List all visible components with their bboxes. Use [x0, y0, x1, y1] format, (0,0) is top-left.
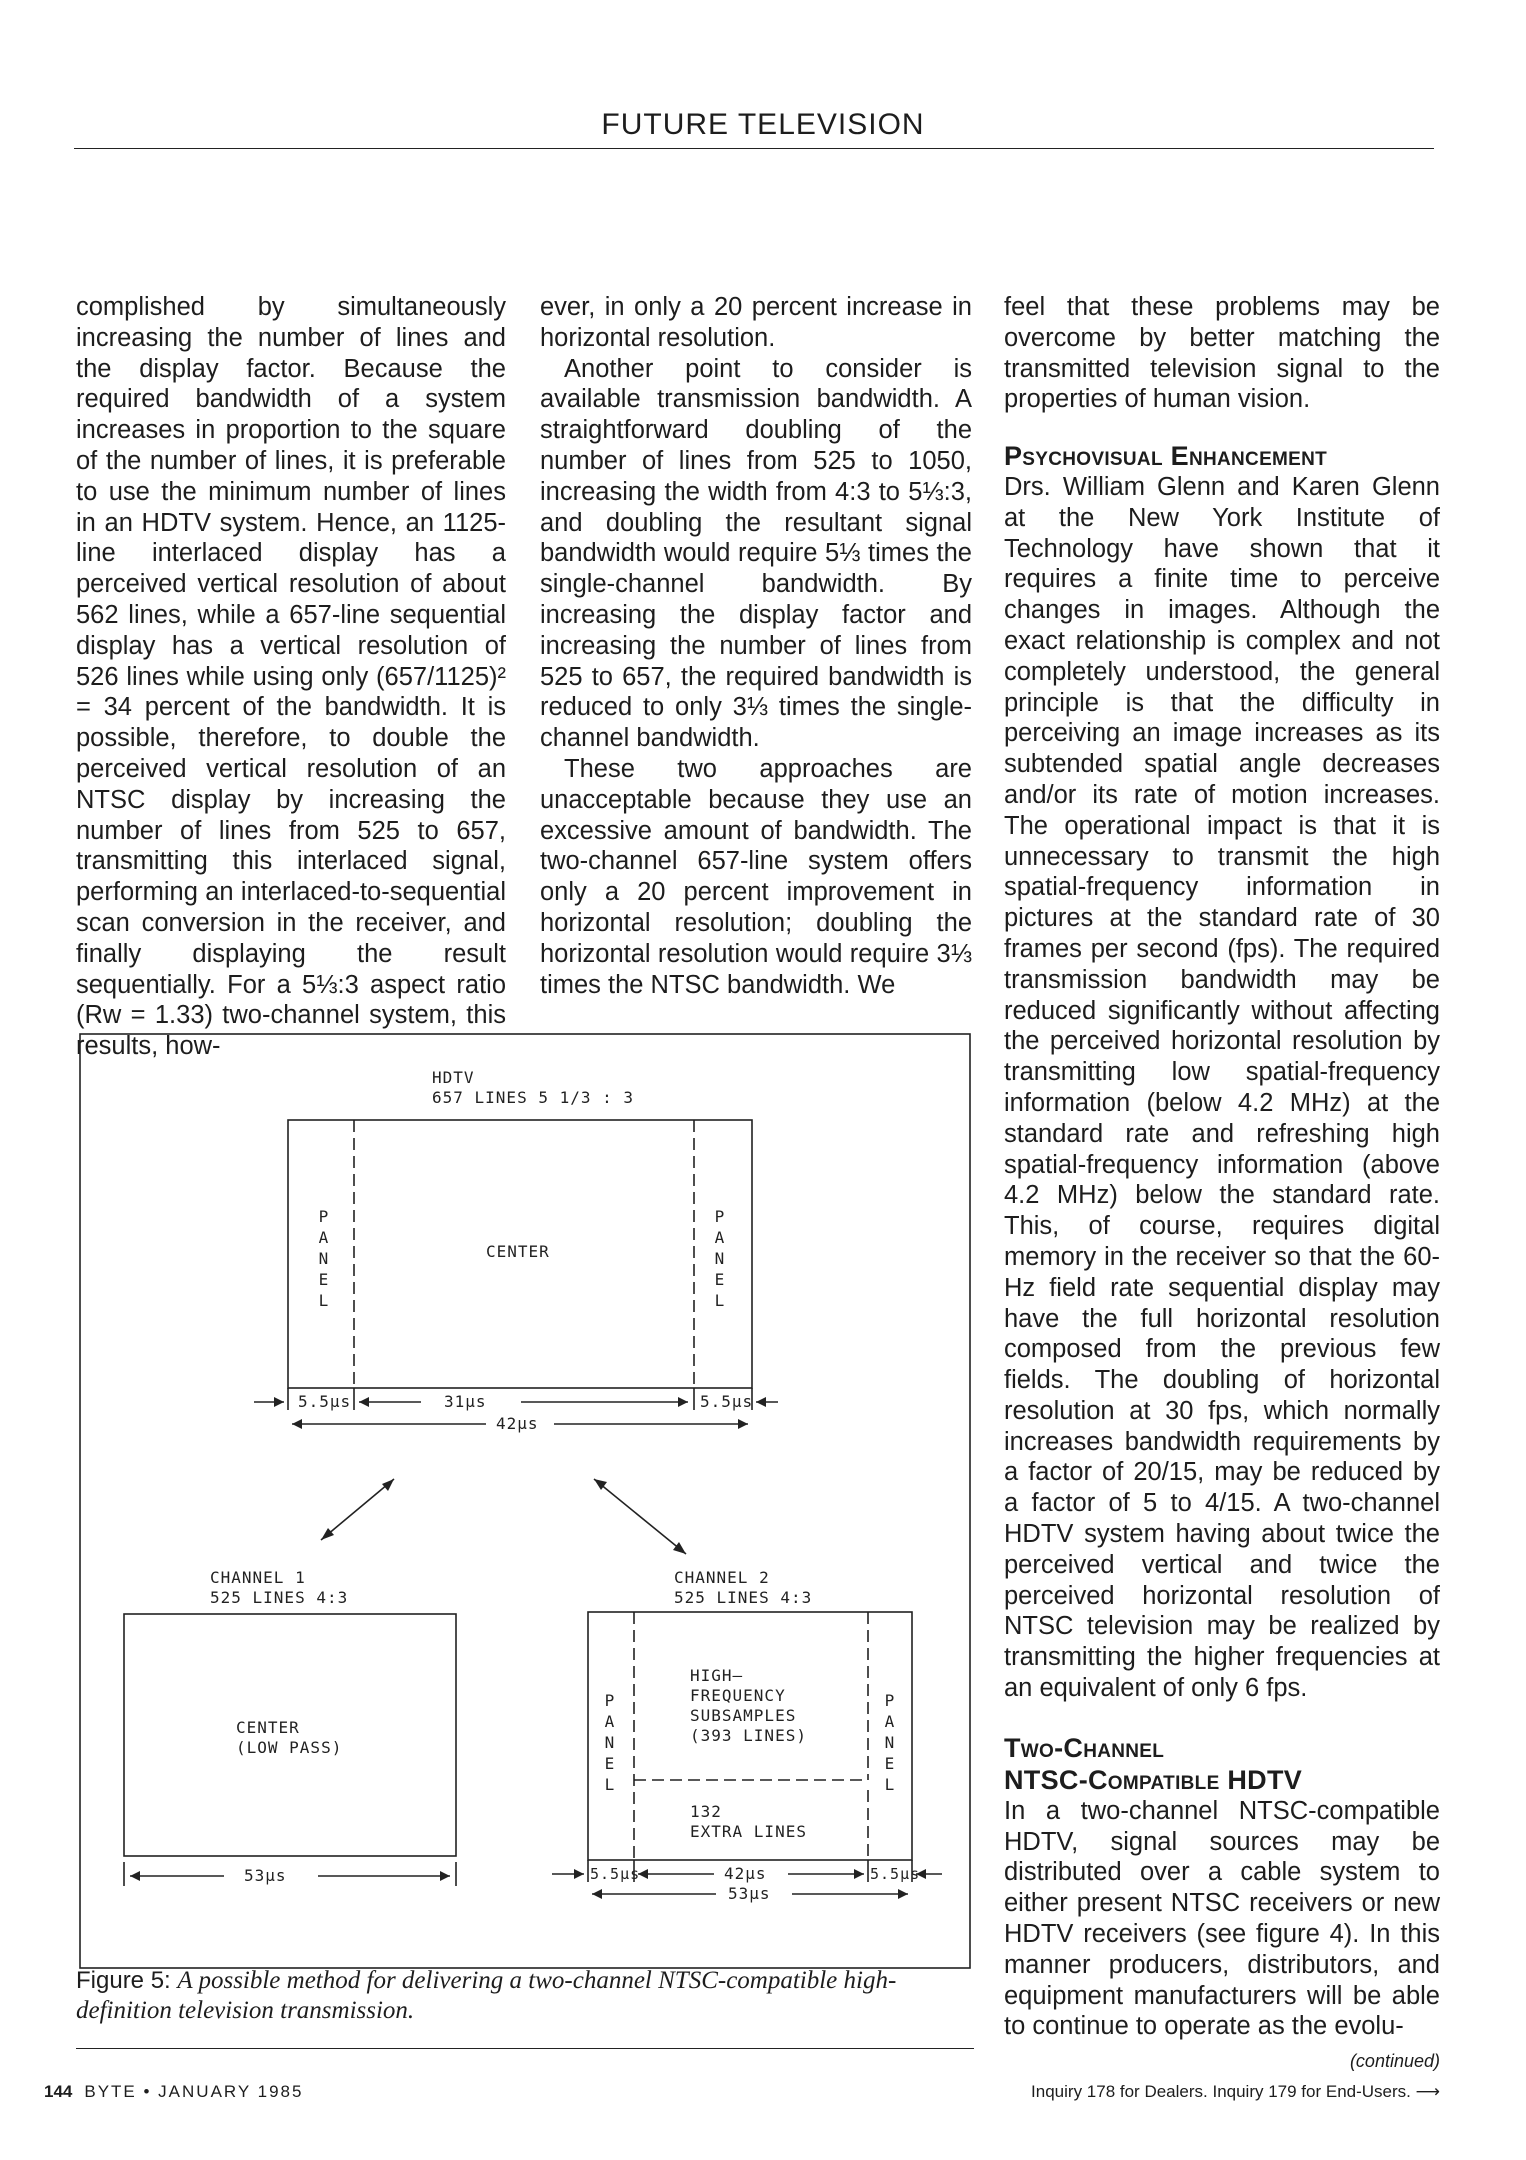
arrowhead	[574, 1869, 584, 1879]
arrowhead	[673, 1542, 686, 1554]
paragraph: These two approaches are unacceptable because they use an excessive amount of bandwidth. The two-channel 657-line system offers only a 20 percent improvement in horizontal resolution; doubling the horizontal resolution would require 3⅓ times the NTSC bandwidth. We	[540, 754, 972, 999]
section-heading	[1004, 1732, 1440, 1796]
channel-1-lines: 525 LINES 4:3	[210, 1588, 349, 1607]
arrow-to-channel-2	[594, 1479, 686, 1554]
figure-diagram	[76, 1030, 974, 1980]
section-heading-line: Two-Channel	[1004, 1732, 1165, 1763]
panel-label-right: PANEL	[714, 1207, 726, 1310]
caption-rule	[76, 2048, 974, 2049]
arrowhead	[359, 1397, 369, 1407]
section-heading-line: NTSC-Compatible HDTV	[1004, 1764, 1303, 1795]
channel-2-timing-42us: 42µs	[724, 1864, 767, 1883]
continued-note: (continued)	[1349, 2051, 1440, 2072]
arrowhead	[854, 1869, 864, 1879]
arrowhead	[440, 1871, 450, 1881]
figure-caption	[76, 1966, 976, 2026]
footer-left	[44, 2082, 303, 2102]
running-header: FUTURE TELEVISION	[601, 108, 925, 141]
channel-2-title: CHANNEL 2	[674, 1568, 770, 1587]
hdtv-center-label: CENTER	[486, 1242, 550, 1261]
figure-frame	[80, 1034, 970, 1968]
channel-1-center: CENTER	[236, 1718, 300, 1737]
timing-5-5us-right: 5.5µs	[700, 1392, 754, 1411]
hf-line-4: (393 LINES)	[690, 1726, 807, 1745]
column-2	[540, 292, 972, 1000]
timing-5-5us-left: 5.5µs	[298, 1392, 352, 1411]
figure-5	[76, 1030, 974, 1980]
timing-42us: 42µs	[496, 1414, 539, 1433]
paragraph: feel that these problems may be overcome by better matching the transmitted television signal to the properties of human vision.	[1004, 293, 1440, 414]
arrowhead	[898, 1889, 908, 1899]
channel-1-53us: 53µs	[244, 1866, 287, 1885]
column-3	[1004, 292, 1440, 2077]
extra-lines-label: EXTRA LINES	[690, 1822, 807, 1841]
paragraph: complished by simultaneously increasing the number of lines and the display factor. Because the required bandwidth of a system increases in proportion to the square of the number of lines, it is preferable to use the minimum number of lines in an HDTV system. Hence, an 1125-line interlaced display has a perceived vertical resolution of about 562 lines, while a 657-line sequential display has a vertical resolution of 526 lines while using only (657/1125)² = 34 percent of the bandwidth. It is possible, therefore, to double the perceived vertical resolution of an NTSC display by increasing the number of lines from 525 to 657, transmitting this interlaced signal, performing an interlaced-to-sequential scan conversion in the receiver, and finally displaying the result sequentially. For a 5⅓:3 aspect ratio (Rw = 1.33) two-channel system, this results, how-	[76, 293, 506, 1061]
extra-lines-count: 132	[690, 1802, 722, 1821]
hdtv-lines: 657 LINES 5 1/3 : 3	[432, 1088, 635, 1107]
channel-2-timing-5-5us-right: 5.5µs	[870, 1865, 921, 1883]
hf-line-1: HIGH–	[690, 1666, 744, 1685]
channel-2-lines: 525 LINES 4:3	[674, 1588, 813, 1607]
paragraph: ever, in only a 20 percent increase in horizontal resolution.	[540, 293, 972, 352]
channel-1-lowpass: (LOW PASS)	[236, 1738, 343, 1757]
paragraph: Drs. William Glenn and Karen Glenn at the New York Institute of Technology have shown that it requires a finite time to perceive changes in images. Although the exact relationship is complex and not completely understood, the general principle is that the difficulty in perceiving an image increases as its subtended spatial angle decreases and/or its rate of motion increases. The operational impact is that it is unnecessary to transmit the high spatial-frequency information in pictures at the standard rate of 30 frames per second (fps). The required transmission bandwidth may be reduced significantly without affecting the perceived horizontal resolution by transmitting low spatial-frequency information (below 4.2 MHz) at the standard rate and refreshing high spatial-frequency information (above 4.2 MHz) below the standard rate. This, of course, requires digital memory in the receiver so that the 60-Hz field rate sequential display may have the full horizontal resolution composed from the previous few fields. The doubling of horizontal resolution at 30 fps, which normally increases bandwidth requirements by a factor of 20/15, may be reduced by a factor of 5 to 4/15. A two-channel HDTV system having about twice the perceived vertical and twice the perceived horizontal resolution of NTSC television may be realized by transmitting the higher frequencies at an equivalent of only 6 fps.	[1004, 472, 1440, 1703]
inquiry-note: Inquiry 178 for Dealers. Inquiry 179 for End-Users. ⟶	[1031, 2082, 1440, 2101]
arrowhead	[756, 1397, 766, 1407]
channel-2-panel-left: PANEL	[604, 1691, 616, 1794]
arrowhead	[292, 1419, 302, 1429]
arrowhead	[130, 1871, 140, 1881]
arrowhead	[382, 1479, 394, 1491]
header-rule	[74, 148, 1434, 149]
arrowhead	[678, 1397, 688, 1407]
arrowhead	[592, 1889, 602, 1899]
page-number: 144	[44, 2082, 73, 2101]
hdtv-title: HDTV	[432, 1068, 475, 1087]
hf-line-2: FREQUENCY	[690, 1686, 786, 1705]
figure-caption-label: Figure 5:	[76, 1967, 171, 1994]
magazine-issue: BYTE • JANUARY 1985	[84, 2082, 304, 2101]
hf-line-3: SUBSAMPLES	[690, 1706, 797, 1725]
channel-2-timing-5-5us-left: 5.5µs	[590, 1865, 641, 1883]
channel-2-panel-right: PANEL	[884, 1691, 896, 1794]
channel-1-title: CHANNEL 1	[210, 1568, 306, 1587]
timing-31us: 31µs	[444, 1392, 487, 1411]
paragraph: In a two-channel NTSC-compatible HDTV, signal sources may be distributed over a cable system to either present NTSC receivers or new HDTV receivers (see figure 4). In this manner producers, distributors, and equipment manufacturers will be able to continue to operate as the evolu-	[1004, 1796, 1440, 2041]
section-heading: Psychovisual Enhancement	[1004, 441, 1328, 472]
panel-label-left: PANEL	[318, 1207, 330, 1310]
column-1	[76, 292, 506, 1062]
arrowhead	[738, 1419, 748, 1429]
arrow-to-channel-1	[321, 1479, 394, 1540]
paragraph: Another point to consider is available transmission bandwidth. A straightforward doubling of the number of lines from 525 to 1050, increasing the width from 4:3 to 5⅓:3, and doubling the resultant signal bandwidth would require 5⅓ times the single-channel bandwidth. By increasing the display factor and increasing the number of lines from 525 to 657, the required bandwidth is reduced to only 3⅓ times the single-channel bandwidth.	[540, 354, 972, 753]
figure-caption-text: A possible method for delivering a two-channel NTSC-compatible high-definition television transmission.	[76, 1967, 897, 2024]
arrowhead	[274, 1397, 284, 1407]
channel-2-timing-53us: 53µs	[728, 1884, 771, 1903]
